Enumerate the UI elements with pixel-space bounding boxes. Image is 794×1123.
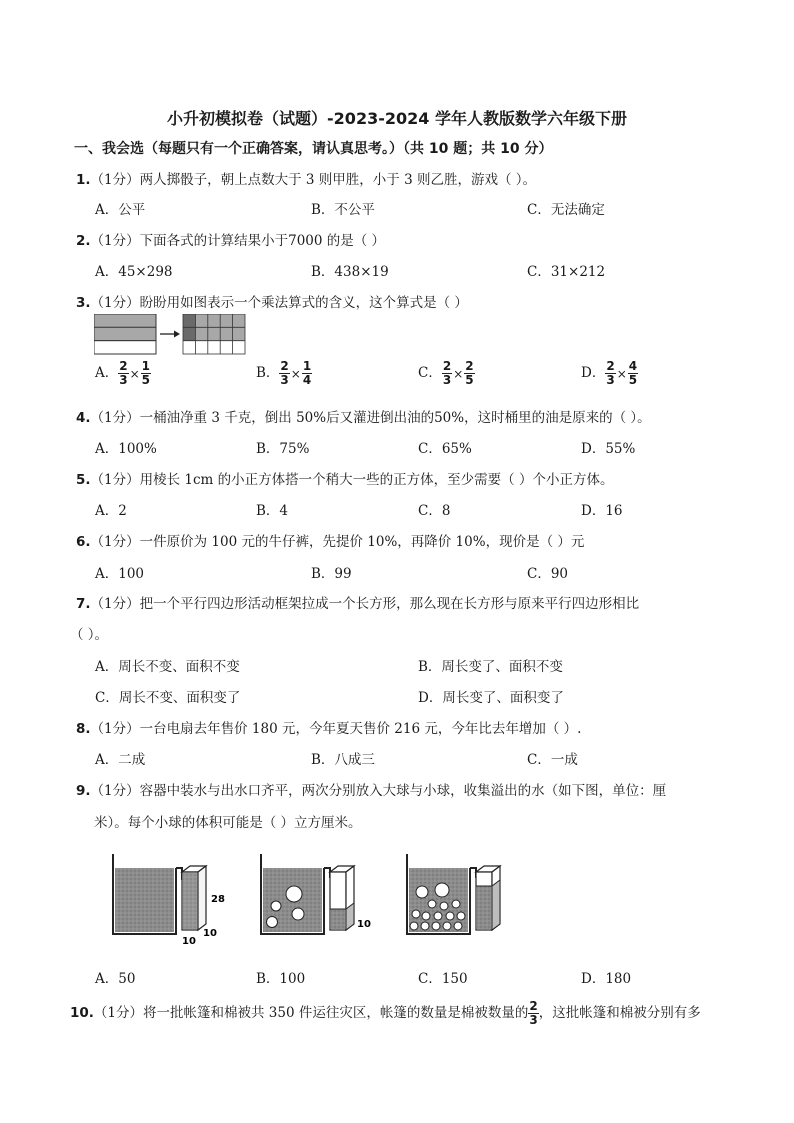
option-label: A． bbox=[95, 365, 119, 381]
question-number: 10. bbox=[70, 1005, 94, 1021]
option-a[interactable]: A．45×298 bbox=[95, 264, 173, 280]
question-number: 8. bbox=[76, 721, 91, 737]
option-b[interactable]: B．八成三 bbox=[311, 752, 375, 768]
question-text-end: ，这批帐篷和棉被分别有多 bbox=[538, 1005, 701, 1021]
container-3 bbox=[407, 854, 500, 934]
question-number: 5. bbox=[76, 472, 91, 488]
option-d[interactable]: D．16 bbox=[581, 503, 623, 519]
option-b[interactable]: B．100 bbox=[256, 971, 306, 987]
fraction: $\frac{2}{3}$ bbox=[529, 999, 538, 1027]
option-label: D． bbox=[581, 365, 606, 381]
fraction: $\frac{2}{3}$ bbox=[442, 359, 452, 387]
fraction: $\frac{4}{5}$ bbox=[628, 359, 638, 387]
question-text: （1分）一件原价为 100 元的牛仔裤，先提价 10%，再降价 10%，现价是（ ）元 bbox=[90, 534, 585, 550]
question-number: 9. bbox=[76, 783, 91, 799]
option-b[interactable]: B．不公平 bbox=[311, 202, 375, 218]
question-7 bbox=[76, 592, 639, 612]
overflow-containers-figure bbox=[110, 850, 510, 946]
question-number: 4. bbox=[76, 410, 91, 426]
option-label: C． bbox=[418, 365, 442, 381]
container-1 bbox=[113, 854, 225, 946]
question-7-continued: （ ）。 bbox=[70, 627, 109, 643]
option-a[interactable]: A．公平 bbox=[95, 202, 146, 218]
question-text: （1分）用棱长 1cm 的小正方体搭一个稍大一些的正方体，至少需要（ ）个小正方体。 bbox=[90, 472, 614, 488]
option-c[interactable]: C．65% bbox=[418, 441, 472, 457]
fraction: $\frac{2}{3}$ bbox=[280, 359, 289, 387]
question-text: （1分）两人掷骰子，朝上点数大于 3 则甲胜，小于 3 则乙胜，游戏（ ）。 bbox=[90, 172, 537, 188]
page-title: 小升初模拟卷（试题）-2023-2024 学年人教版数学六年级下册 bbox=[167, 109, 627, 128]
right-rectangle bbox=[183, 314, 245, 354]
question-number: 3. bbox=[76, 295, 91, 311]
option-c[interactable]: C．一成 bbox=[527, 752, 578, 768]
fraction: $\frac{1}{5}$ bbox=[141, 359, 151, 387]
option-c[interactable]: C．周长不变、面积变了 bbox=[95, 690, 241, 706]
times-sign: × bbox=[453, 366, 464, 381]
width-label: 10 bbox=[182, 936, 196, 946]
fraction: $\frac{2}{3}$ bbox=[119, 359, 128, 387]
option-a[interactable]: A．100 bbox=[95, 566, 145, 582]
question-6 bbox=[76, 530, 584, 550]
left-rectangle bbox=[94, 314, 156, 354]
option-c[interactable]: C．90 bbox=[527, 566, 569, 582]
question-number: 6. bbox=[76, 534, 91, 550]
option-b[interactable]: B．75% bbox=[256, 441, 310, 457]
option-label: B． bbox=[256, 365, 280, 381]
question-text: （1分）一桶油净重 3 千克，倒出 50%后又灌进倒出油的50%，这时桶里的油是原来的（ ）。 bbox=[90, 410, 651, 426]
option-a[interactable]: A．周长不变、面积不变 bbox=[95, 659, 240, 675]
option-d[interactable]: D．55% bbox=[581, 441, 636, 457]
option-b[interactable]: B．99 bbox=[311, 566, 352, 582]
fraction-diagram bbox=[94, 314, 248, 356]
question-text: （1分）把一个平行四边形活动框架拉成一个长方形，那么现在长方形与原来平行四边形相比 bbox=[90, 596, 640, 612]
option-a[interactable]: A．2 bbox=[95, 503, 127, 519]
times-sign: × bbox=[129, 366, 140, 381]
height-label: 28 bbox=[211, 894, 225, 905]
question-8 bbox=[76, 717, 581, 737]
option-d[interactable]: D．周长变了、面积变了 bbox=[418, 690, 564, 706]
arrow-icon bbox=[160, 331, 180, 338]
option-b[interactable] bbox=[256, 360, 312, 387]
question-9 bbox=[76, 779, 666, 799]
option-a[interactable]: A．100% bbox=[95, 441, 157, 457]
option-c[interactable]: C．150 bbox=[418, 971, 468, 987]
question-1 bbox=[76, 168, 536, 188]
question-4 bbox=[76, 406, 651, 426]
option-d[interactable]: D．180 bbox=[581, 971, 632, 987]
question-2 bbox=[76, 229, 385, 249]
option-b[interactable]: B．周长变了、面积不变 bbox=[418, 659, 563, 675]
question-number: 7. bbox=[76, 596, 91, 612]
question-number: 2. bbox=[76, 233, 91, 249]
question-text: （1分）盼盼用如图表示一个乘法算式的含义，这个算式是（ ） bbox=[90, 295, 468, 311]
question-9-continued: 米）。每个小球的体积可能是（ ）立方厘米。 bbox=[94, 815, 362, 831]
fraction: $\frac{2}{5}$ bbox=[465, 359, 474, 387]
question-text: （1分）容器中装水与出水口齐平，两次分别放入大球与小球，收集溢出的水（如下图，单位：厘 bbox=[90, 783, 667, 799]
fraction: $\frac{1}{4}$ bbox=[302, 359, 312, 387]
container-2 bbox=[261, 854, 371, 934]
option-a[interactable]: A．二成 bbox=[95, 752, 146, 768]
option-c[interactable]: C．8 bbox=[418, 503, 451, 519]
option-d[interactable] bbox=[581, 360, 638, 387]
times-sign: × bbox=[616, 366, 627, 381]
times-sign: × bbox=[290, 366, 301, 381]
question-number: 1. bbox=[76, 172, 91, 188]
fraction: $\frac{2}{3}$ bbox=[606, 359, 615, 387]
option-c[interactable] bbox=[418, 360, 475, 387]
option-b[interactable]: B．4 bbox=[256, 503, 289, 519]
question-5 bbox=[76, 468, 613, 488]
option-b[interactable]: B．438×19 bbox=[311, 264, 389, 280]
water-level-label: 10 bbox=[357, 919, 371, 930]
depth-label: 10 bbox=[203, 928, 217, 939]
option-a[interactable] bbox=[95, 360, 151, 387]
option-c[interactable]: C．无法确定 bbox=[527, 202, 605, 218]
question-text: （1分）将一批帐篷和棉被共 350 件运往灾区，帐篷的数量是棉被数量的 bbox=[93, 1005, 529, 1021]
question-text: （1分）下面各式的计算结果小于7000 的是（ ） bbox=[90, 233, 386, 249]
question-10 bbox=[70, 1000, 701, 1027]
option-c[interactable]: C．31×212 bbox=[527, 264, 606, 280]
question-3 bbox=[76, 291, 468, 311]
question-text: （1分）一台电扇去年售价 180 元，今年夏天售价 216 元，今年比去年增加（ ）. bbox=[90, 721, 582, 737]
section-heading: 一、我会选（每题只有一个正确答案，请认真思考。）（共 10 题；共 10 分） bbox=[74, 141, 553, 157]
option-a[interactable]: A．50 bbox=[95, 971, 136, 987]
